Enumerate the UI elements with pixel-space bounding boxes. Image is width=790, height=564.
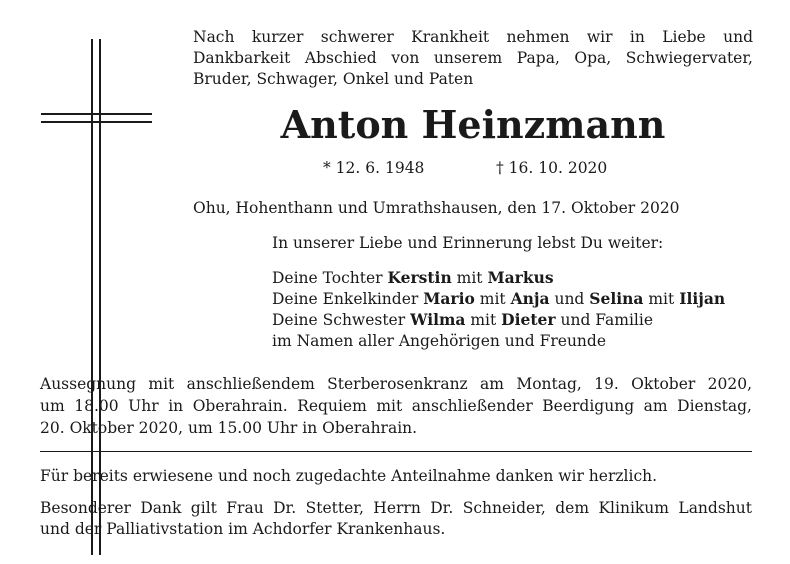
special-thanks-line-1: Besonderer Dank gilt Frau Dr. Stetter, Herrn Dr. Schneider, dem Klinikum Landshut — [40, 499, 752, 517]
intro-line-2: Dankbarkeit Abschied von unserem Papa, Opa, Schwiegervater, — [193, 49, 753, 67]
deceased-name: Anton Heinzmann — [280, 102, 666, 147]
special-thanks-line-2: und der Palliativstation im Achdorfer Krankenhaus. — [40, 520, 446, 538]
memory-line: In unserer Liebe und Erinnerung lebst Du weiter: — [272, 234, 664, 252]
intro-line-3: Bruder, Schwager, Onkel und Paten — [193, 70, 474, 88]
funeral-line-3: 20. Oktober 2020, um 15.00 Uhr in Oberahrain. — [40, 419, 418, 437]
mourner-line-4: im Namen aller Angehörigen und Freunde — [272, 332, 606, 350]
cross-joint — [93, 115, 99, 121]
intro-line-1: Nach kurzer schwerer Krankheit nehmen wir in Liebe und — [193, 28, 753, 46]
thanks-line: Für bereits erwiesene und noch zugedachte Anteilnahme danken wir herzlich. — [40, 467, 658, 485]
mourner-line-2: Deine Enkelkinder Mario mit Anja und Selina mit Ilijan — [272, 289, 726, 308]
mourner-line-1: Deine Tochter Kerstin mit Markus — [272, 268, 554, 287]
place-date: Ohu, Hohenthann und Umrathshausen, den 17. Oktober 2020 — [193, 199, 680, 217]
death-date: † 16. 10. 2020 — [496, 159, 608, 177]
birth-date: * 12. 6. 1948 — [323, 159, 425, 177]
mourner-line-3: Deine Schwester Wilma mit Dieter und Familie — [272, 310, 653, 329]
funeral-line-1: Aussegnung mit anschließendem Sterberosenkranz am Montag, 19. Oktober 2020, — [40, 375, 752, 393]
funeral-line-2: um 18.00 Uhr in Oberahrain. Requiem mit anschließender Beerdigung am Dienstag, — [40, 397, 752, 415]
divider — [40, 451, 752, 452]
